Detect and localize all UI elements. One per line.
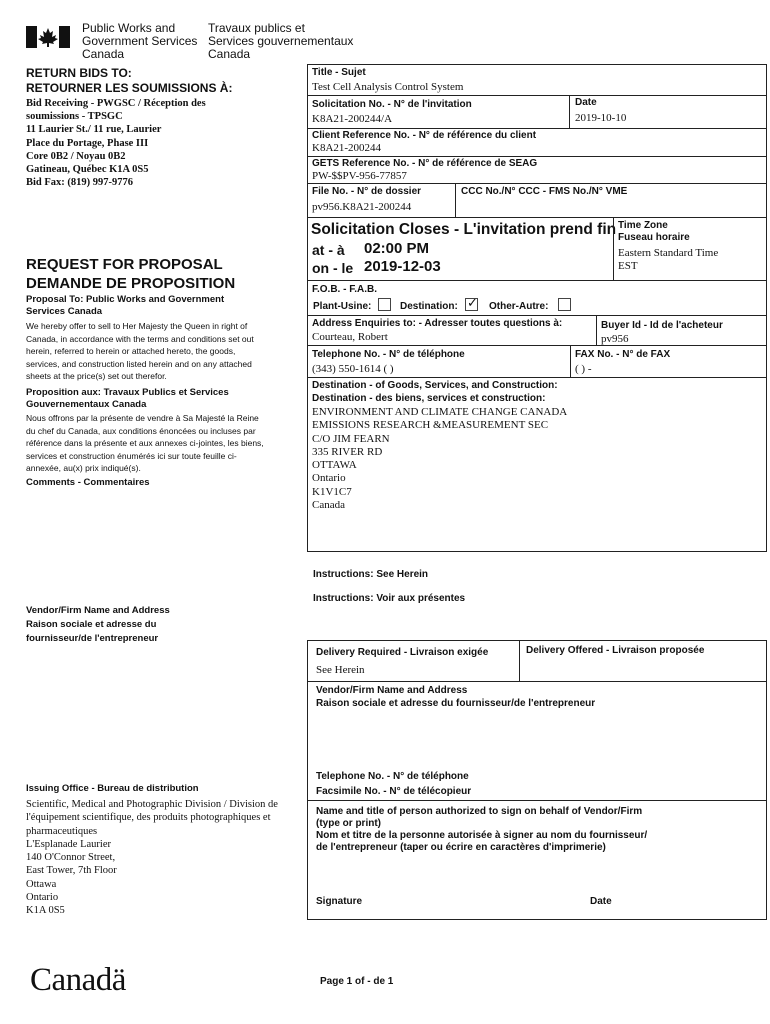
proposal-to: Proposal To: Public Works and Government Services Canada: [26, 294, 225, 317]
proposition-body: Nous offrons par la présente de vendre à Sa Majesté la Reine du chef du Canada, aux conditions énoncées ou incluses par référence dans la présente et aux annexes ci-jointes, les biens, services et construction énumérés ici sur toute feuille ci-annexée, au(x) prix indiqué(s).: [26, 413, 264, 473]
dept-en-line: Government Services: [82, 34, 198, 48]
date-value: 2019-10-10: [575, 112, 627, 124]
issuing-office-line: K1A 0S5: [26, 905, 65, 917]
rfp-title-fr: DEMANDE DE PROPOSITION: [26, 275, 236, 292]
solicitation-label: Solicitation No. - N° de l'invitation: [312, 99, 472, 110]
signature-label: Signature: [316, 896, 363, 907]
fob-label: F.O.B. - F.A.B.: [312, 284, 377, 295]
department-name-fr: [208, 22, 353, 61]
buyer-id-value: pv956: [601, 333, 629, 345]
destination-goods-label-fr: Destination - des biens, services et construction:: [312, 393, 546, 404]
dept-en-line: Canada: [82, 47, 125, 61]
vendor-left-line: Vendor/Firm Name and Address: [26, 605, 170, 616]
vendor-phone-label: Telephone No. - N° de téléphone: [316, 771, 469, 782]
vendor-name-label: Vendor/Firm Name and Address: [316, 685, 468, 696]
destination-goods-label-en: Destination - of Goods, Services, and Construction:: [312, 380, 558, 391]
vendor-address-label: Raison sociale et adresse du fournisseur/de l'entrepreneur: [316, 698, 596, 709]
gets-value: PW-$$PV-956-77857: [312, 170, 407, 182]
auth-line: (type or print): [316, 818, 381, 829]
address-enquiries-value: Courteau, Robert: [312, 331, 388, 343]
on-label: on - le: [312, 260, 354, 276]
instructions-fr: Instructions: Voir aux présentes: [313, 593, 466, 604]
closing-date: 2019-12-03: [364, 258, 441, 275]
at-label: at - à: [312, 242, 345, 258]
address-enquiries-label: Address Enquiries to: - Adresser toutes questions à:: [312, 318, 563, 329]
proposition-aux: Proposition aux: Travaux Publics et Services Gouvernementaux Canada: [26, 387, 229, 410]
destination-line: ENVIRONMENT AND CLIMATE CHANGE CANADA: [312, 406, 568, 418]
buyer-id-label: Buyer Id - Id de l'acheteur: [601, 320, 723, 331]
department-name-en: [82, 22, 197, 61]
check-mark-icon: ✓: [467, 296, 478, 311]
signature-date-label: Date: [590, 896, 612, 907]
title-label: Title - Sujet: [312, 67, 366, 78]
dept-fr-line: Services gouvernementaux: [208, 34, 354, 48]
issuing-office-line: Ottawa: [26, 878, 57, 890]
fax-label: FAX No. - N° de FAX: [575, 349, 671, 360]
return-bids-line: Bid Receiving - PWGSC / Réception des: [26, 98, 206, 109]
vendor-left-line: fournisseur/de l'entrepreneur: [26, 633, 159, 644]
delivery-required-value: See Herein: [316, 664, 365, 676]
issuing-office-line: Ontario: [26, 892, 59, 904]
closing-time: 02:00 PM: [364, 240, 430, 257]
page-number: Page 1 of - de 1: [320, 976, 394, 987]
return-bids-line: soumissions - TPSGC: [26, 111, 123, 123]
auth-line: de l'entrepreneur (taper ou écrire en caractères d'imprimerie): [316, 842, 606, 853]
return-bids-line: Gatineau, Québec K1A 0S5: [26, 164, 149, 176]
client-ref-label: Client Reference No. - N° de référence du client: [312, 130, 537, 141]
vendor-name-input[interactable]: [316, 712, 756, 766]
authorized-person-label: [316, 806, 647, 854]
destination-label: Destination:: [400, 301, 458, 312]
delivery-required-label: Delivery Required - Livraison exigée: [316, 647, 489, 658]
destination-line: C/O JIM FEARN: [312, 432, 390, 445]
authorized-person-input[interactable]: [316, 860, 756, 890]
gets-label: GETS Reference No. - N° de référence de SEAG: [312, 158, 538, 169]
tz-value: Eastern Standard Time: [618, 247, 719, 259]
auth-line: Name and title of person authorized to sign on behalf of Vendor/Firm: [316, 806, 643, 817]
title-value: Test Cell Analysis Control System: [312, 81, 464, 93]
file-label: File No. - N° de dossier: [312, 186, 422, 197]
proposal-to-body: We hereby offer to sell to Her Majesty the Queen in right of Canada, in accordance with the terms and conditions set out herein, referred to herein or attached hereto, the goods, services, and construction listed herein and on any attached sheets at the price(s) set out therefor.: [26, 321, 254, 381]
return-bids-title-en: RETURN BIDS TO:: [26, 66, 132, 80]
destination-address: [312, 406, 567, 512]
rfp-title-en: REQUEST FOR PROPOSAL: [26, 256, 223, 273]
issuing-office-title: Issuing Office - Bureau de distribution: [26, 783, 199, 794]
issuing-office-line: l'équipement scientifique, des produits photographiques et: [26, 812, 271, 824]
comments-label: Comments - Commentaires: [26, 477, 150, 488]
destination-line: EMISSIONS RESEARCH &MEASUREMENT SEC: [312, 419, 549, 432]
solicitation-closes-label: Solicitation Closes - L'invitation prend fin: [311, 221, 617, 238]
issuing-office-line: East Tower, 7th Floor: [26, 865, 117, 877]
plant-usine-label: Plant-Usine:: [313, 301, 372, 312]
date-label: Date: [575, 97, 597, 108]
phone-value: (343) 550-1614 ( ): [312, 363, 394, 375]
destination-checkbox[interactable]: [465, 298, 478, 311]
return-bids-line: Bid Fax: (819) 997-9776: [26, 177, 134, 189]
solicitation-value: K8A21-200244/A: [312, 113, 393, 125]
return-bids-line: 11 Laurier St./ 11 rue, Laurier: [26, 124, 162, 136]
dept-fr-line: Canada: [208, 47, 251, 61]
issuing-office-line: Scientific, Medical and Photographic Division / Division de: [26, 799, 278, 810]
issuing-office-line: 140 O'Connor Street,: [26, 852, 116, 864]
vendor-fax-label: Facsimile No. - N° de télécopieur: [316, 786, 472, 797]
canada-flag-logo: [26, 26, 70, 48]
destination-line: Canada: [312, 499, 345, 512]
tz-label-fr: Fuseau horaire: [618, 232, 690, 243]
vendor-left-line: Raison sociale et adresse du: [26, 619, 157, 630]
return-bids-title-fr: RETOURNER LES SOUMISSIONS À:: [26, 81, 233, 95]
issuing-office-line: pharmaceutiques: [26, 825, 98, 837]
ccc-label: CCC No./N° CCC - FMS No./N° VME: [461, 186, 628, 197]
instructions-en: Instructions: See Herein: [313, 569, 429, 580]
plant-usine-checkbox[interactable]: [378, 298, 391, 311]
auth-line: Nom et titre de la personne autorisée à signer au nom du fournisseur/: [316, 830, 648, 841]
delivery-offered-label: Delivery Offered - Livraison proposée: [526, 645, 705, 656]
issuing-office-line: L'Esplanade Laurier: [26, 838, 111, 850]
tz-abbrev: EST: [618, 260, 638, 272]
fax-value: ( ) -: [575, 363, 592, 375]
other-autre-checkbox[interactable]: [558, 298, 571, 311]
return-bids-line: Core 0B2 / Noyau 0B2: [26, 150, 126, 162]
dept-en-line: Public Works and: [82, 21, 176, 35]
destination-line: Ontario: [312, 472, 346, 485]
canada-wordmark: Canadä: [30, 962, 126, 998]
destination-line: K1V1C7: [312, 485, 352, 498]
tz-label-en: Time Zone: [618, 220, 668, 231]
rfp-title: [26, 255, 235, 293]
issuing-office-address: [26, 798, 311, 918]
file-value: pv956.K8A21-200244: [312, 201, 412, 213]
client-ref-value: K8A21-200244: [312, 142, 382, 154]
return-bids-address: [26, 97, 206, 189]
dept-fr-line: Travaux publics et: [208, 21, 305, 35]
destination-line: OTTAWA: [312, 459, 357, 472]
vendor-firm-left: [26, 604, 170, 646]
other-autre-label: Other-Autre:: [489, 301, 549, 312]
return-bids-line: Place du Portage, Phase III: [26, 137, 149, 149]
return-bids-title: [26, 66, 232, 96]
destination-line: 335 RIVER RD: [312, 445, 383, 458]
phone-label: Telephone No. - N° de téléphone: [312, 349, 465, 360]
